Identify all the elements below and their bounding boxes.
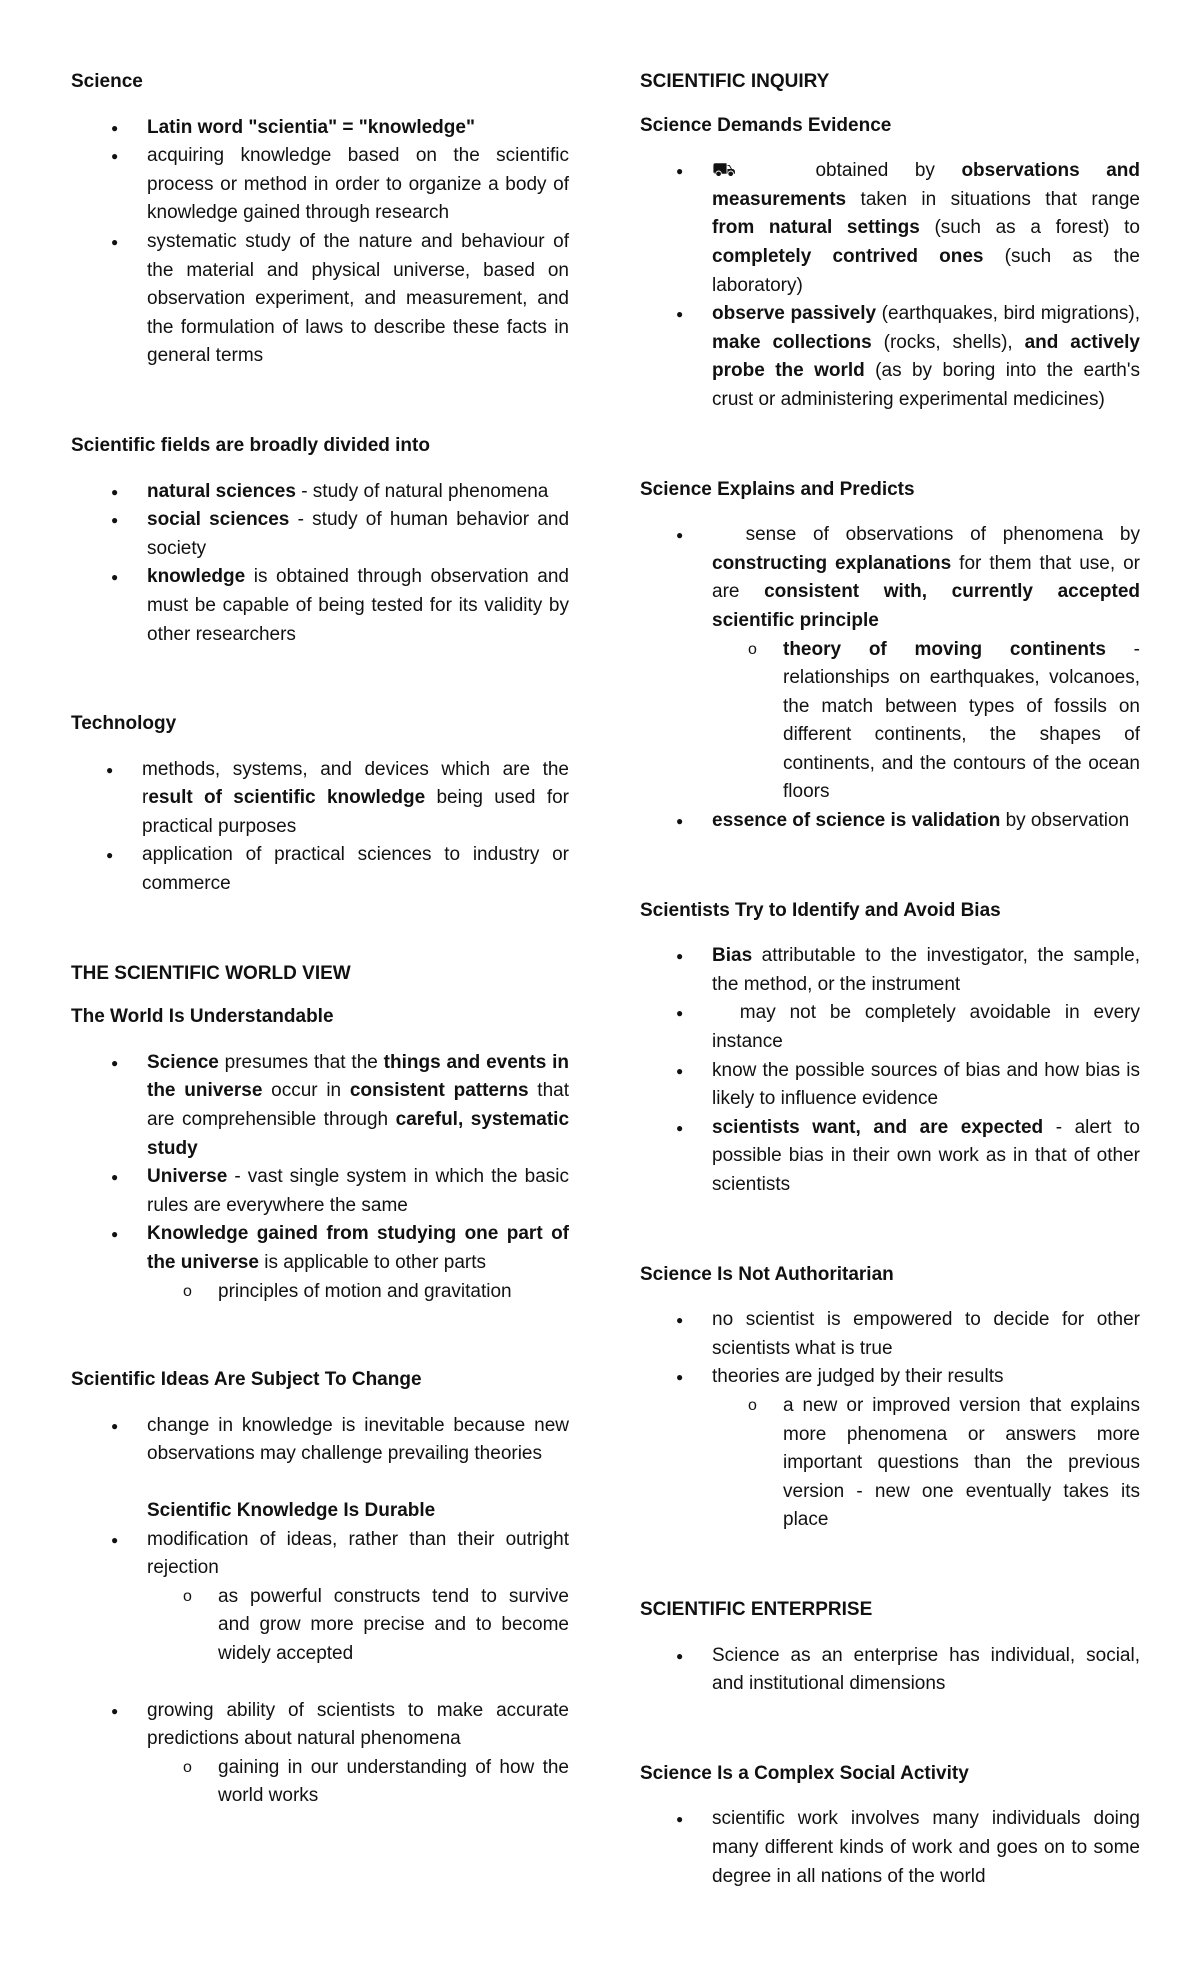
text: (earthquakes, bird migrations), xyxy=(876,303,1141,325)
text: is obtained through observation and must be capable of being tested for its validity by other researchers xyxy=(147,566,569,645)
text: by observation xyxy=(1000,810,1130,832)
bold-text: theory of moving continents xyxy=(783,638,1106,660)
list-item: ● acquiring knowledge based on the scientific process or method in order to organize a body of knowledge gained through research xyxy=(147,142,569,228)
text: sense of observations of phenomena by xyxy=(712,524,1146,546)
text: presumes that the xyxy=(218,1051,384,1073)
bold-text: scientists want, and are expected xyxy=(712,1116,1044,1138)
section-worldview xyxy=(71,960,569,1307)
sub-list-item: o principles of motion and gravitation xyxy=(218,1278,569,1307)
section-fields xyxy=(71,432,569,649)
list-item xyxy=(712,157,1140,300)
fields-list xyxy=(71,478,569,650)
bold-text: social sciences xyxy=(147,509,290,531)
list-item xyxy=(147,1412,569,1526)
list-item: ● no scientist is empowered to decide for other scientists what is true xyxy=(712,1306,1140,1363)
social-list xyxy=(640,1805,1140,1891)
section-science xyxy=(71,68,569,371)
technology-list xyxy=(66,756,569,899)
bold-text: observe passively xyxy=(712,303,877,325)
bold-text: Bias xyxy=(712,945,753,967)
spacer xyxy=(71,899,569,960)
section-inquiry xyxy=(640,68,1140,415)
spacer xyxy=(640,1699,1140,1760)
list-item xyxy=(147,563,569,649)
inquiry-list xyxy=(640,157,1140,414)
list-item xyxy=(147,1049,569,1163)
text: modification of ideas, rather than their outright rejection xyxy=(147,1528,569,1579)
list-item: ● scientific work involves many individuals doing many different kinds of work and goes on to some degree in all nations of the world xyxy=(712,1805,1140,1891)
sub-list xyxy=(147,1583,569,1669)
bold-text: completely contrived ones xyxy=(712,245,984,267)
spacer xyxy=(71,1306,569,1366)
bold-text: careful, systematic study xyxy=(147,1109,570,1159)
list-item xyxy=(147,478,569,507)
list-item xyxy=(712,807,1140,836)
bold-text: consistent patterns xyxy=(349,1080,529,1102)
list-item xyxy=(712,300,1140,414)
bold-text: essence of science is validation xyxy=(712,810,1001,832)
change-list xyxy=(71,1412,569,1811)
text: theories are judged by their results xyxy=(712,1366,1004,1388)
heading-change: Scientific Ideas Are Subject To Change xyxy=(71,1369,422,1391)
bold-text: Science xyxy=(147,1051,219,1073)
enterprise-list xyxy=(640,1642,1140,1699)
text: - study of human behavior and society xyxy=(147,509,570,559)
list-item xyxy=(142,756,569,842)
spacer xyxy=(71,371,569,432)
bold-text: make collections xyxy=(712,331,872,353)
text: taken in situations that range xyxy=(846,188,1140,210)
heading-bias: Scientists Try to Identify and Avoid Bias xyxy=(640,899,1001,921)
list-item xyxy=(147,1697,569,1811)
text: (such as a forest) to xyxy=(919,217,1140,239)
bold-text: observations and measurements xyxy=(712,160,1140,210)
text: attributable to the investigator, the sample, the method, or the instrument xyxy=(712,945,1140,995)
bold-text: consistent with, currently accepted scientific principle xyxy=(712,581,1140,631)
list-item: ● know the possible sources of bias and how bias is likely to influence evidence xyxy=(712,1057,1140,1114)
list-item: ● may not be completely avoidable in every instance xyxy=(712,999,1140,1056)
spacer xyxy=(640,1200,1140,1261)
list-item: ● application of practical sciences to industry or commerce xyxy=(142,841,569,898)
heading-enterprise: SCIENTIFIC ENTERPRISE xyxy=(640,1598,873,1620)
sub-list-item: o a new or improved version that explains more phenomena or answers more important questions than the previous version - new one eventually takes its place xyxy=(783,1392,1140,1535)
sub-list xyxy=(147,1278,569,1307)
heading-inquiry: SCIENTIFIC INQUIRY xyxy=(640,71,830,92)
list-item xyxy=(147,114,569,143)
bold-text: and actively probe the world xyxy=(712,331,1140,382)
section-enterprise xyxy=(640,1596,1140,1699)
text: (such as the laboratory) xyxy=(712,245,1140,296)
bus-icon: ⛟ xyxy=(712,160,736,182)
list-item xyxy=(712,942,1140,999)
list-item: ● Science as an enterprise has individual, social, and institutional dimensions xyxy=(712,1642,1140,1699)
text: (rocks, shells), xyxy=(871,331,1025,353)
text: - relationships on earthquakes, volcanoes, the match between types of fossils on different continents, the shapes of continents, and the contours of the ocean floors xyxy=(783,638,1140,803)
text: being used for practical purposes xyxy=(142,787,569,837)
spacer xyxy=(640,415,1140,476)
sub-list-item xyxy=(783,636,1140,808)
list-item xyxy=(712,1363,1140,1535)
spacer xyxy=(71,649,569,710)
left-column xyxy=(71,68,569,1811)
section-bias xyxy=(640,897,1146,1200)
heading-social: Science Is a Complex Social Activity xyxy=(640,1762,969,1784)
bold-text: Latin word "scientia" = "knowledge" xyxy=(147,116,475,138)
list-item xyxy=(147,1526,569,1669)
list-item xyxy=(147,1163,569,1220)
heading-worldview: THE SCIENTIFIC WORLD VIEW xyxy=(71,962,351,984)
explains-list xyxy=(640,521,1146,836)
spacer xyxy=(640,1535,1140,1596)
sub-list-item: o as powerful constructs tend to survive and grow more precise and to become widely accepted xyxy=(218,1583,569,1669)
list-item xyxy=(712,521,1146,807)
spacer xyxy=(640,836,1140,897)
heading-explains: Science Explains and Predicts xyxy=(640,478,915,500)
heading-fields: Scientific fields are broadly divided into xyxy=(71,434,430,456)
science-list xyxy=(71,114,569,371)
sub-list-item: o gaining in our understanding of how the world works xyxy=(218,1754,569,1811)
sub-list xyxy=(147,1754,569,1811)
section-technology xyxy=(71,710,569,899)
heading-authority: Science Is Not Authoritarian xyxy=(640,1263,894,1285)
heading-science: Science xyxy=(71,71,143,92)
bold-text: natural sciences xyxy=(147,480,296,502)
text: methods, systems, and devices which are the r xyxy=(142,758,569,809)
text: obtained by xyxy=(735,160,962,182)
subheading-durable: Scientific Knowledge Is Durable xyxy=(147,1499,436,1521)
sub-list xyxy=(712,1392,1140,1535)
bold-text: constructing explanations xyxy=(712,552,952,574)
bold-text: Knowledge gained from studying one part of the universe xyxy=(147,1223,569,1273)
bold-text: from natural settings xyxy=(712,217,920,239)
section-authority xyxy=(640,1261,1140,1535)
bold-text: knowledge xyxy=(147,566,246,588)
text: growing ability of scientists to make accurate predictions about natural phenomena xyxy=(147,1699,569,1750)
bias-list xyxy=(640,942,1146,1199)
text: - alert to possible bias in their own work as in that of other scientists xyxy=(712,1116,1140,1195)
bold-text: esult of scientific knowledge xyxy=(148,787,426,809)
authority-list xyxy=(640,1306,1140,1535)
section-change xyxy=(71,1366,569,1811)
text: for them that use, or are xyxy=(712,552,1140,603)
worldview-list xyxy=(71,1049,569,1306)
heading-technology: Technology xyxy=(71,713,177,735)
bold-text: Universe xyxy=(147,1166,228,1188)
bold-text: things and events in the universe xyxy=(147,1051,569,1102)
section-explains xyxy=(640,476,1146,836)
right-column xyxy=(640,68,1146,1891)
text: that are comprehensible through xyxy=(147,1080,569,1131)
list-item xyxy=(147,1220,569,1306)
text: change in knowledge is inevitable because new observations may challenge prevailing theories xyxy=(147,1414,569,1465)
text: - study of natural phenomena xyxy=(295,480,549,502)
sub-list xyxy=(712,636,1140,808)
list-item xyxy=(712,1114,1140,1200)
subheading-understandable: The World Is Understandable xyxy=(71,1006,334,1028)
text: - vast single system in which the basic rules are everywhere the same xyxy=(147,1166,569,1216)
text: occur in xyxy=(262,1080,350,1102)
list-item xyxy=(147,506,569,563)
section-social xyxy=(640,1760,1140,1891)
subheading-evidence: Science Demands Evidence xyxy=(640,114,892,136)
list-item: ● systematic study of the nature and behaviour of the material and physical universe, based on observation experiment, and measurement, and the formulation of laws to describe these facts in general terms xyxy=(147,228,569,371)
text: (as by boring into the earth's crust or administering experimental medicines) xyxy=(712,360,1140,410)
text: is applicable to other parts xyxy=(258,1252,487,1273)
